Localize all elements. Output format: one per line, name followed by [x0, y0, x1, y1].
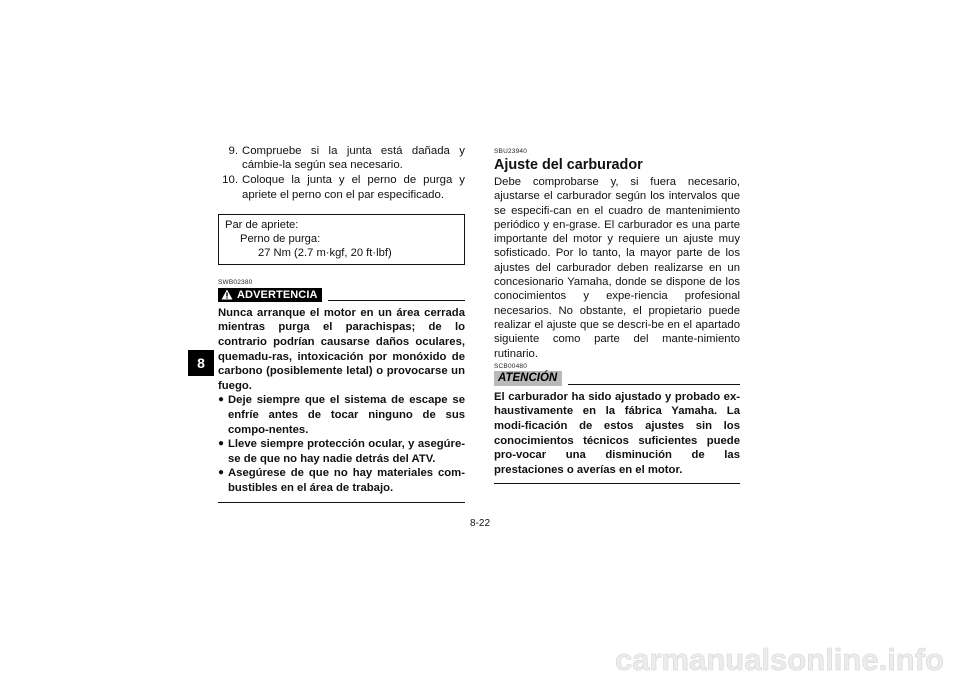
step-number: 9.: [228, 145, 238, 157]
bullet-icon: ●: [218, 467, 225, 479]
watermark-text: carmanualsonline.info: [614, 642, 944, 677]
warning-badge: [218, 288, 322, 302]
warning-triangle-icon: [221, 289, 233, 300]
step-text: Compruebe si la junta está dañada y cámbie-la según sea necesario.: [242, 145, 465, 172]
warning-bullets: [218, 393, 465, 495]
warning-label: ADVERTENCIA: [237, 288, 318, 301]
bullet-item: ● Lleve siempre protección ocular, y asegúre-se de que no hay nadie detrás del ATV.: [218, 438, 465, 465]
caution-end-rule: [494, 483, 740, 484]
bullet-item: ● Asegúrese de que no hay materiales com-bustibles en el área de trabajo.: [218, 467, 465, 494]
bullet-icon: ●: [218, 438, 225, 450]
torque-part: Perno de purga:: [240, 233, 321, 246]
section-body: Debe comprobarse y, si fuera necesario, ajustarse el carburador según los intervalos que se especifi-can en el cuadro de mantenimiento periódico y en-grase. El carburador es una parte importante del motor y requiere un ajuste muy sofisticado. Por lo tanto, la mayor parte de los ajustes del carburador deben realizarse en un concesionario Yamaha, donde se dispone de los conocimientos y expe-riencia profesional necesarios. No obstante, el propietario puede realizar el ajuste que se descri-be en el apartado siguiente como parte del mante-nimiento rutinario.: [494, 176, 740, 360]
torque-spec-box: [218, 214, 465, 265]
step-number: 10.: [222, 174, 238, 187]
section-code: SBU23940: [494, 148, 528, 155]
bullet-icon: ●: [218, 394, 225, 406]
header-rule: [568, 384, 740, 385]
step-text: Coloque la junta y el perno de purga y apriete el perno con el par especificado.: [242, 174, 465, 201]
step-item: [218, 144, 465, 172]
caution-code: SCB00480: [494, 362, 528, 370]
page-number: 8-22: [469, 518, 490, 529]
right-column: [494, 148, 740, 484]
section-title: Ajuste del carburador: [494, 157, 643, 173]
warning-end-rule: [218, 502, 465, 503]
torque-label: Par de apriete:: [225, 218, 299, 231]
caution-header: [494, 371, 740, 386]
step-item: [218, 173, 465, 201]
caution-badge: ATENCIÓN: [494, 371, 562, 386]
left-column: [218, 144, 465, 503]
chapter-tab: 8: [188, 350, 214, 376]
warning-text: Nunca arranque el motor en un área cerrada mientras purga el parachispas; de lo contrario podrían causarse daños oculares, quemadu-ras, intoxicación por monóxido de carbono (posiblemente letal) o provocarse un fuego.: [218, 306, 465, 392]
header-rule: [328, 300, 465, 301]
caution-text: El carburador ha sido ajustado y probado ex-haustivamente en la fábrica Yamaha. La modi-ficación de estos ajustes sin los conocimientos técnicos suficientes puede pro-vocar una disminución de las prestaciones o averías en el motor.: [494, 390, 740, 476]
torque-value: 27 Nm (2.7 m·kgf, 20 ft·lbf): [258, 247, 392, 260]
warning-header: [218, 288, 465, 302]
bullet-item: ● Deje siempre que el sistema de escape se enfríe antes de tocar ninguno de sus compo-nentes.: [218, 394, 465, 436]
warning-code: SWB02380: [218, 278, 253, 286]
